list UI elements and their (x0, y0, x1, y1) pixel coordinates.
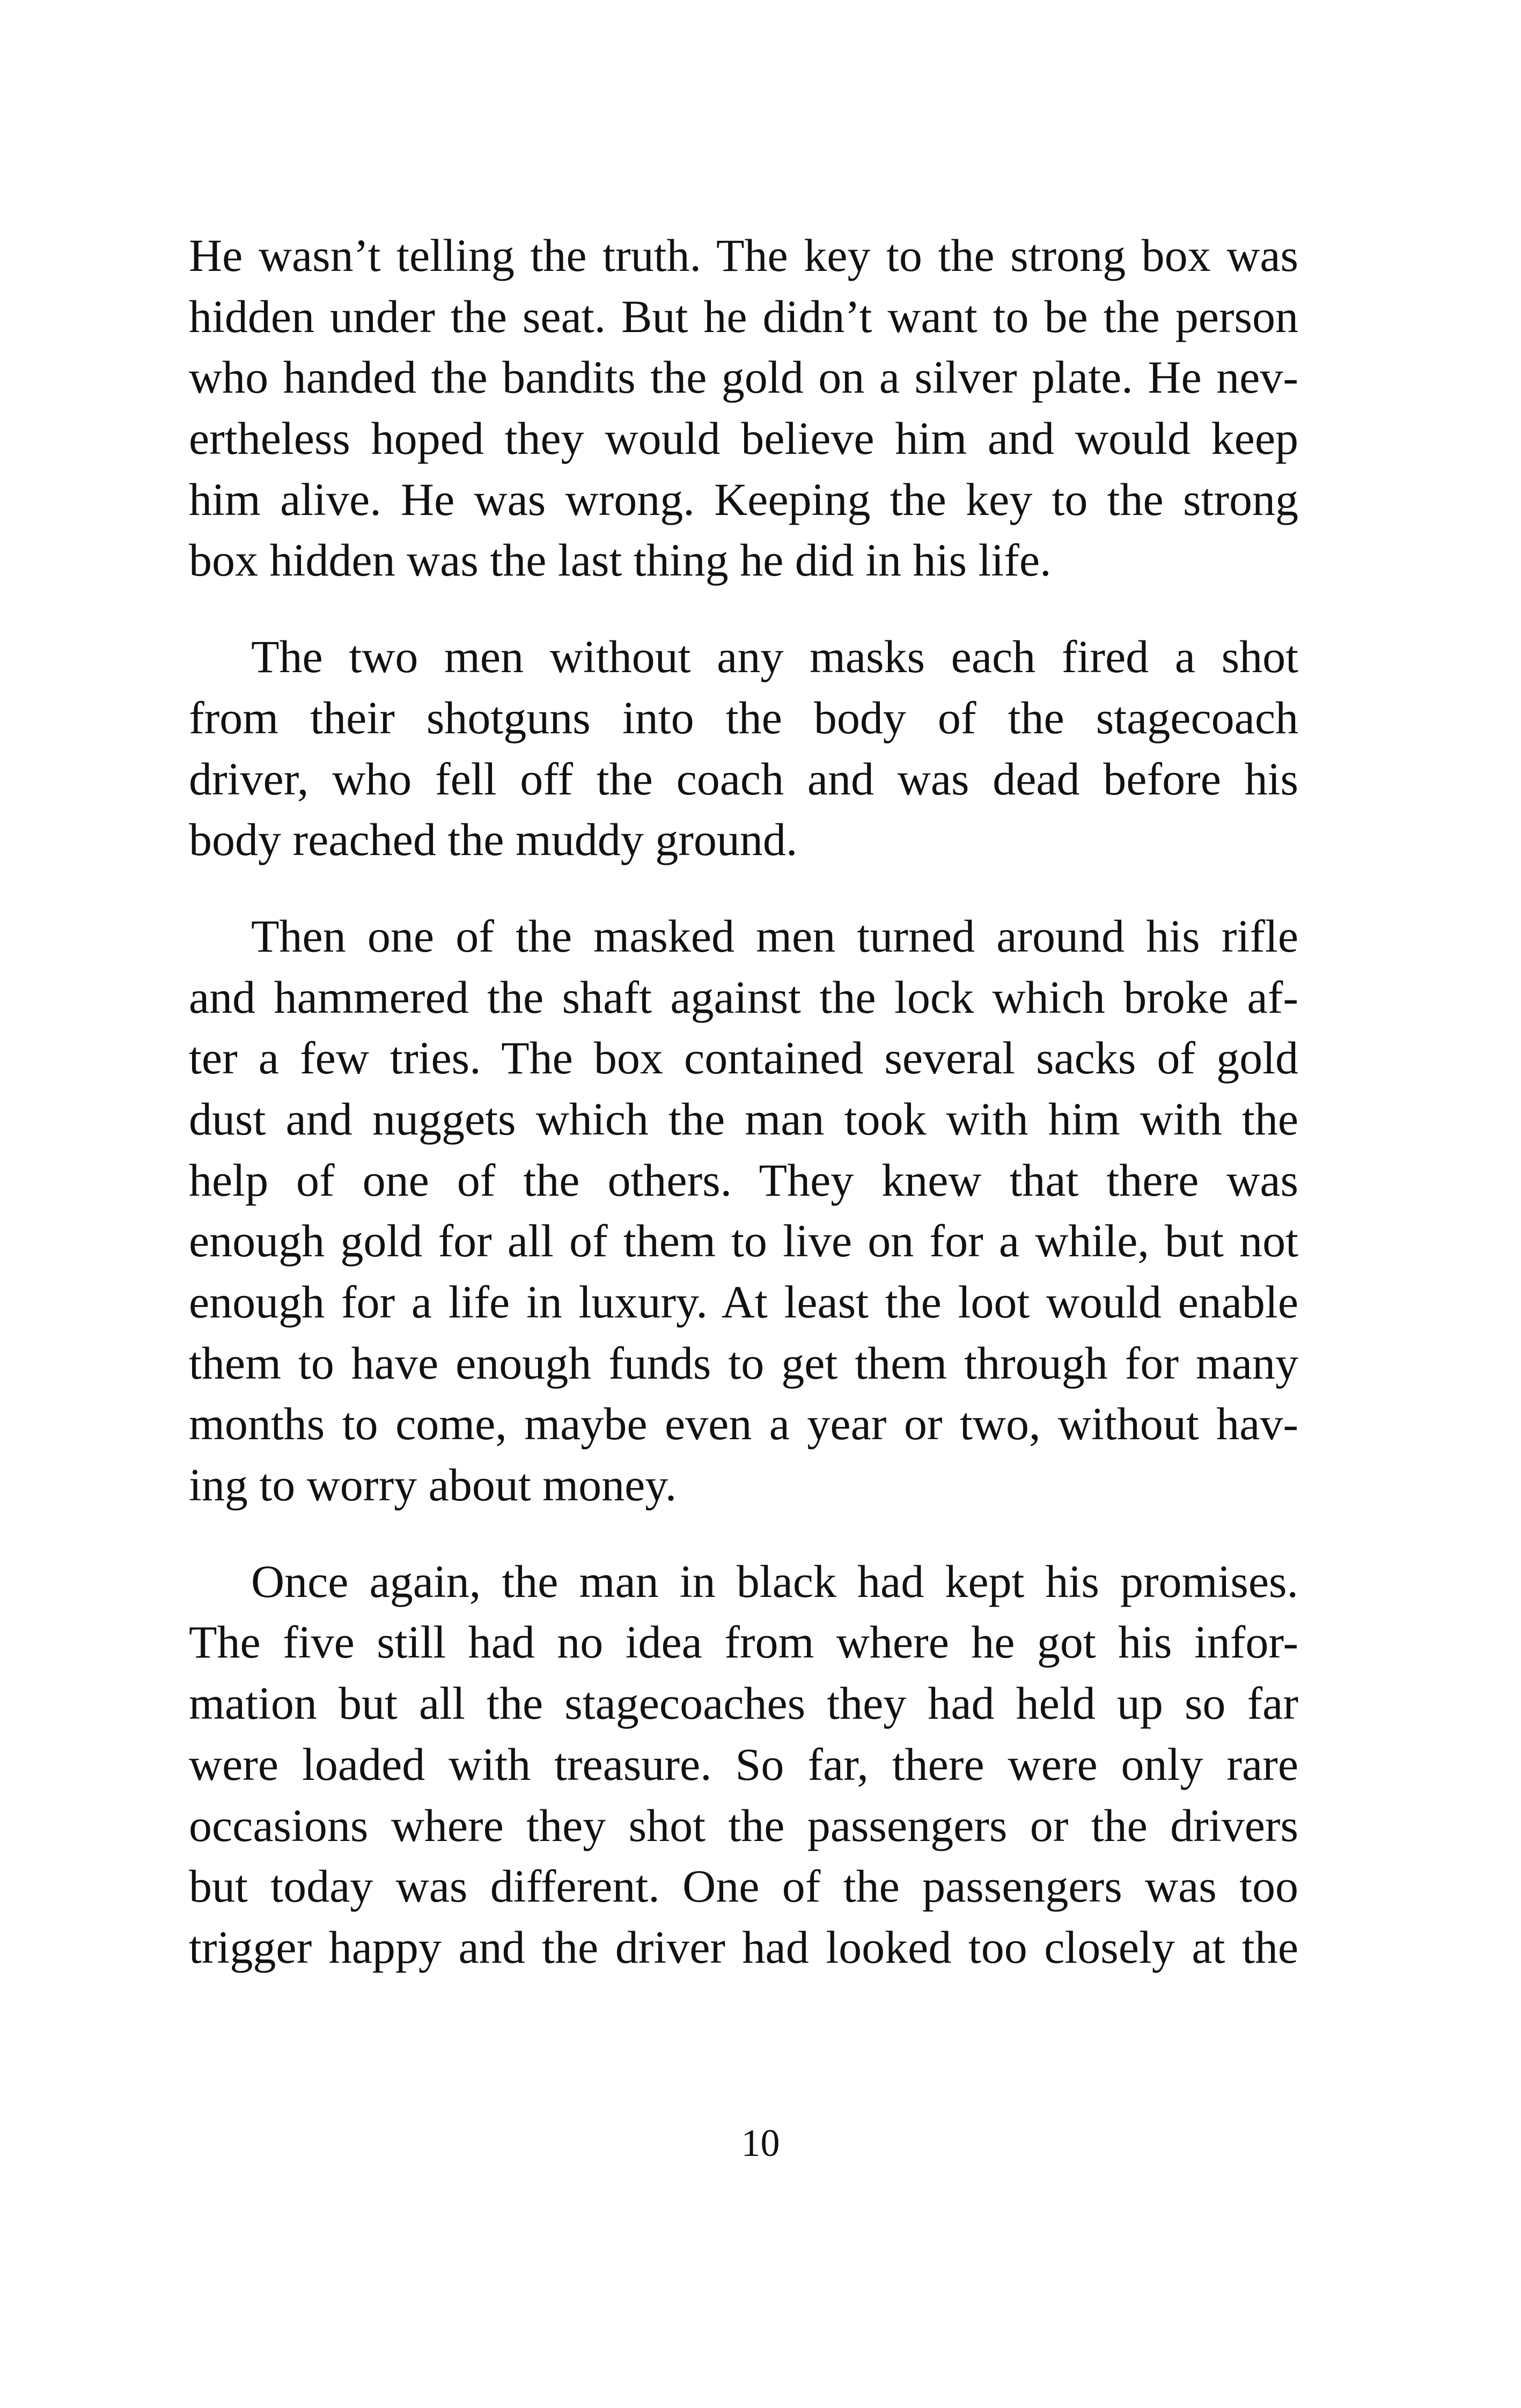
text-line: who handed the bandits the gold on a silver plate. He nev- (189, 351, 1298, 403)
text-line: The five still had no idea from where he got his infor- (189, 1616, 1298, 1668)
text-line: ter a few tries. The box contained several sacks of gold (189, 1032, 1298, 1084)
text-line: dust and nuggets which the man took with him with the (189, 1093, 1298, 1145)
paragraph-2 (189, 627, 1298, 871)
body-text (189, 225, 1298, 1978)
text-line: He wasn’t telling the truth. The key to the strong box was (189, 230, 1298, 281)
text-line: mation but all the stagecoaches they had held up so far (189, 1677, 1298, 1729)
text-line: were loaded with treasure. So far, there were only rare (189, 1738, 1298, 1790)
text-line: them to have enough funds to get them through for many (189, 1337, 1298, 1389)
text-line: hidden under the seat. But he didn’t want to be the person (189, 290, 1298, 342)
text-line: enough gold for all of them to live on for a while, but not (189, 1215, 1298, 1267)
text-line: trigger happy and the driver had looked too closely at the (189, 1921, 1298, 1973)
page-number: 10 (741, 2122, 780, 2164)
text-line: box hidden was the last thing he did in his life. (189, 534, 1052, 586)
text-line: help of one of the others. They knew that there was (189, 1154, 1298, 1206)
text-line: Then one of the masked men turned around his rifle (251, 910, 1298, 962)
paragraph-4 (189, 1551, 1298, 1978)
text-line: from their shotguns into the body of the stagecoach (189, 691, 1298, 743)
text-line: him alive. He was wrong. Keeping the key to the strong (189, 473, 1298, 525)
text-line: driver, who fell off the coach and was dead before his (189, 753, 1298, 805)
text-line: and hammered the shaft against the lock which broke af- (189, 971, 1298, 1023)
text-line: occasions where they shot the passengers or the drivers (189, 1799, 1298, 1851)
text-line: ing to worry about money. (189, 1459, 677, 1511)
text-line: enough for a life in luxury. At least the loot would enable (189, 1276, 1298, 1328)
paragraph-1 (189, 225, 1298, 591)
text-line: months to come, maybe even a year or two, without hav- (189, 1398, 1298, 1450)
text-line: Once again, the man in black had kept his promises. (251, 1555, 1298, 1607)
text-line: but today was different. One of the passengers was too (189, 1860, 1298, 1912)
text-line: ertheless hoped they would believe him and would keep (189, 413, 1298, 465)
text-line: body reached the muddy ground. (189, 814, 798, 866)
text-line: The two men without any masks each fired a shot (251, 631, 1298, 683)
paragraph-3 (189, 906, 1298, 1516)
